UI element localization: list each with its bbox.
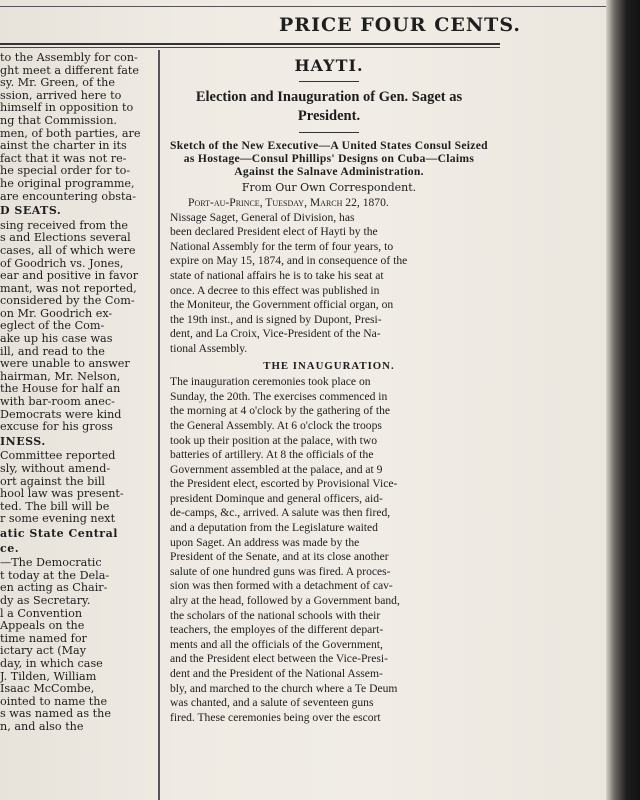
text-line: mant, was not reported, — [0, 282, 137, 295]
text-line: fact that it was not re- — [0, 152, 127, 165]
text-line: fired. These ceremonies being over the escort — [170, 710, 381, 724]
text-line: once. A decree to this effect was published in — [170, 283, 380, 297]
text-line: the 19th inst., and is signed by Dupont, Presi- — [170, 312, 382, 326]
text-line: took up their position at the palace, with two — [170, 433, 378, 447]
text-line: cases, all of which were — [0, 244, 136, 257]
text-line: and a deputation from the Legislature waited — [170, 521, 378, 535]
page-edge-shadow — [606, 0, 640, 800]
text-line: ght meet a different fate — [0, 64, 140, 77]
text-line: ake up his case was — [0, 333, 113, 346]
text-line: de-camps, &c., arrived. A salute was then fired, — [170, 506, 391, 520]
text-line: tional Assembly. — [170, 341, 248, 355]
text-line: the Moniteur, the Government official organ, on — [170, 298, 394, 312]
left-column-block-3 — [0, 450, 152, 526]
text-line: ted. The bill will be — [0, 500, 110, 513]
header-rule — [0, 43, 500, 45]
text-line: s and Elections several — [0, 232, 131, 245]
text-line: s was named as the — [0, 708, 111, 721]
text-line: ort against the bill — [0, 475, 105, 488]
text-line: on Mr. Goodrich ex- — [0, 307, 113, 320]
text-line: n, and also the — [0, 720, 84, 733]
text-line: time named for — [0, 632, 87, 645]
text-line: hairman, Mr. Nelson, — [0, 370, 121, 383]
text-line: bly, and marched to the church where a Te Deum — [170, 681, 398, 695]
text-line: salute of one hundred guns was fired. A proces- — [170, 564, 391, 578]
article-deck: Sketch of the New Executive—A United States Consul Seized as Hostage—Consul Phillips' Designs on Cuba—Claims Against the Salnave Administration. — [170, 139, 488, 178]
left-column — [0, 52, 152, 733]
column-divider — [158, 50, 160, 800]
dateline: Port-au-Prince, Tuesday, March 22, 1870. — [188, 196, 389, 209]
article-column — [170, 56, 488, 725]
headline-rule — [299, 132, 359, 133]
text-line: and the President elect between the Vice-Presi- — [170, 652, 388, 666]
text-line: the morning at 4 o'clock by the gathering of the — [170, 404, 391, 418]
text-line: teachers, the employes of the different depart- — [170, 623, 384, 637]
text-line: hool law was present- — [0, 488, 124, 501]
text-line: been declared President elect of Hayti by the — [170, 225, 378, 239]
paragraph-1 — [170, 211, 488, 357]
text-line: en acting as Chair- — [0, 582, 108, 595]
text-line: Nissage Saget, General of Division, has — [170, 210, 355, 224]
text-line: dent and the President of the National Assem- — [170, 667, 383, 680]
text-line: ssion, arrived here to — [0, 89, 122, 102]
text-line: Appeals on the — [0, 620, 85, 633]
text-line: were unable to answer — [0, 358, 130, 371]
text-line: he special order for to- — [0, 165, 131, 178]
text-line: ainst the charter in its — [0, 140, 127, 153]
inauguration-subhead: THE INAUGURATION. — [263, 359, 395, 372]
text-line: dent, and La Croix, Vice-President of the Na- — [170, 327, 381, 341]
title-rule — [299, 81, 359, 82]
text-line: was chanted, and a salute of seventeen guns — [170, 696, 374, 710]
text-line: sly, without amend- — [0, 463, 111, 475]
text-line: he original programme, — [0, 177, 135, 190]
text-line: President of the Senate, and at its close another — [170, 550, 389, 564]
text-line: ear and positive in favor — [0, 270, 139, 283]
left-subhead-business: INESS. — [0, 434, 46, 448]
left-subhead-state-central-2: ce. — [0, 541, 20, 555]
text-line: —The Democratic — [0, 557, 102, 570]
text-line: men, of both parties, are — [0, 127, 141, 140]
text-line: l a Convention — [0, 607, 83, 620]
text-line: of Goodrich vs. Jones, — [0, 257, 124, 270]
text-line: Democrats were kind — [0, 408, 122, 421]
text-line: ng that Commission. — [0, 114, 117, 127]
text-line: the General Assembly. At 6 o'clock the troops — [170, 418, 382, 432]
text-line: eglect of the Com- — [0, 320, 105, 333]
text-line: Sunday, the 20th. The exercises commenced in — [170, 389, 388, 403]
text-line: National Assembly for the term of four years, to — [170, 239, 394, 253]
section-title: HAYTI. — [294, 56, 364, 75]
text-line: Isaac McCombe, — [0, 683, 95, 696]
text-line: the scholars of the national schools with their — [170, 608, 381, 622]
text-line: sy. Mr. Green, of the — [0, 77, 115, 90]
text-line: sion was then formed with a detachment of cav- — [170, 579, 393, 593]
text-line: are encountering obsta- — [0, 190, 136, 203]
left-column-block-2 — [0, 220, 152, 434]
text-line: ictary act (May — [0, 645, 87, 658]
text-line: with bar-room anec- — [0, 396, 115, 409]
article-body — [170, 196, 488, 725]
left-column-block-1 — [0, 52, 152, 203]
text-line: Committee reported — [0, 450, 116, 463]
text-line: batteries of artillery. At 8 the officials of the — [170, 448, 374, 462]
text-line: Government assembled at the palace, and at 9 — [170, 462, 383, 476]
left-column-block-4 — [0, 557, 152, 733]
text-line: expire on May 15, 1874, and in consequence of the — [170, 254, 408, 268]
article-headline: Election and Inauguration of Gen. Saget as President. — [195, 89, 463, 124]
top-rule — [0, 6, 612, 7]
text-line: upon Saget. An address was made by the — [170, 535, 360, 549]
price-header: PRICE FOUR CENTS. — [279, 14, 521, 36]
left-subhead-state-central: atic State Central — [0, 526, 118, 540]
text-line: the House for half an — [0, 383, 121, 396]
text-line: dy as Secretary. — [0, 594, 91, 607]
left-subhead-seats: D SEATS. — [0, 204, 62, 218]
text-line: ill, and read to the — [0, 345, 105, 358]
header-rule-thin — [0, 47, 500, 48]
text-line: day, in which case — [0, 657, 103, 670]
text-line: ointed to name the — [0, 695, 108, 708]
byline: From Our Own Correspondent. — [241, 181, 417, 194]
text-line: president Dominque and general officers, aid- — [170, 491, 383, 505]
text-line: to the Assembly for con- — [0, 52, 138, 64]
text-line: The inauguration ceremonies took place on — [170, 375, 371, 389]
paragraph-2 — [170, 375, 488, 725]
text-line: excuse for his gross — [0, 421, 113, 434]
text-line: r some evening next — [0, 513, 116, 526]
text-line: the President elect, escorted by Provisional Vice- — [170, 477, 398, 491]
text-line: sing received from the — [0, 219, 129, 232]
text-line: alry at the head, followed by a Government band, — [170, 594, 400, 608]
text-line: himself in opposition to — [0, 102, 134, 115]
text-line: t today at the Dela- — [0, 569, 110, 582]
text-line: ments and all the officials of the Government, — [170, 637, 383, 651]
text-line: considered by the Com- — [0, 295, 135, 308]
text-line: state of national affairs he is to take his seat at — [170, 268, 384, 282]
text-line: J. Tilden, William — [0, 670, 97, 683]
